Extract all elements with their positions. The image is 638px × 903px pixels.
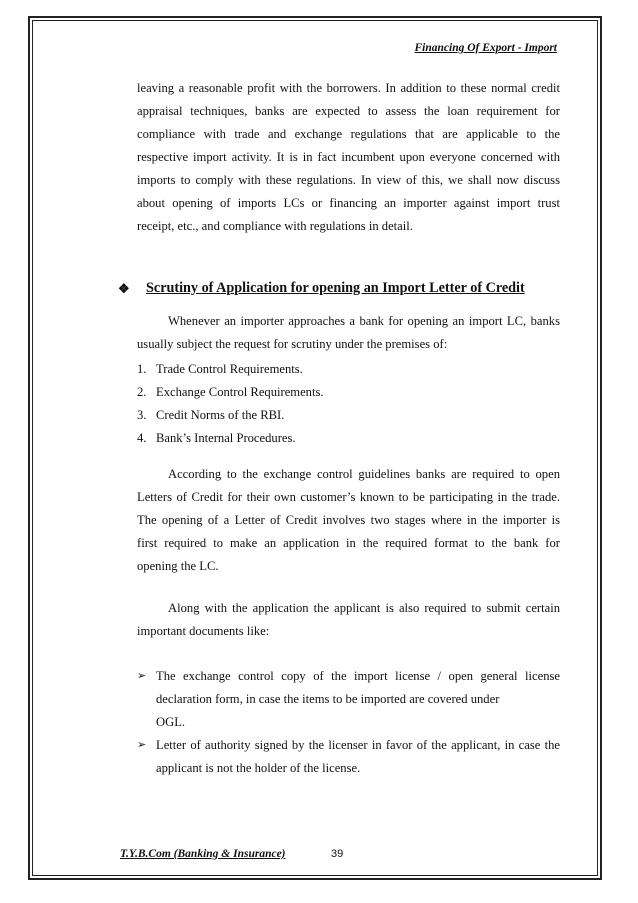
text-line: about opening of imports LCs or financing an importer against import trust <box>137 196 560 210</box>
document-item <box>137 734 560 780</box>
list-item: 2. Exchange Control Requirements. <box>137 385 324 399</box>
list-item: 3. Credit Norms of the RBI. <box>137 408 285 422</box>
footer-course-title: T.Y.B.Com (Banking & Insurance) <box>120 848 286 860</box>
text-line: declaration form, in case the items to be imported are covered under <box>156 692 500 706</box>
running-header: Financing Of Export - Import <box>414 42 557 54</box>
text-line: Letters of Credit for their own customer’s known to be participating in the trade. <box>137 490 560 504</box>
text-line: Along with the application the applicant is also required to submit certain <box>168 601 560 615</box>
list-item: 1. Trade Control Requirements. <box>137 362 303 376</box>
text-line: OGL. <box>156 715 186 729</box>
text-line: usually subject the request for scrutiny under the premises of: <box>137 337 448 351</box>
premises-list <box>137 358 324 450</box>
text-line: Whenever an importer approaches a bank for opening an import LC, banks <box>168 314 560 328</box>
text-line: The opening of a Letter of Credit involves two stages where in the importer is <box>137 513 560 527</box>
document-item <box>137 665 560 734</box>
exchange-control-paragraph <box>137 463 560 578</box>
arrow-bullet-icon: ➢ <box>137 670 147 682</box>
text-line: first required to make an application in the required format to the bank for <box>137 536 560 550</box>
text-line: receipt, etc., and compliance with regulations in detail. <box>137 219 413 233</box>
list-item: 4. Bank’s Internal Procedures. <box>137 431 296 445</box>
text-line: The exchange control copy of the import license / open general license <box>156 669 560 683</box>
text-line: applicant is not the holder of the license. <box>156 761 361 775</box>
lead-paragraph <box>137 310 560 356</box>
section-heading: Scrutiny of Application for opening an Import Letter of Credit <box>146 280 525 296</box>
text-line: Letter of authority signed by the licenser in favor of the applicant, in case the <box>156 738 560 752</box>
page-number: 39 <box>331 848 344 860</box>
text-line: According to the exchange control guidelines banks are required to open <box>168 467 560 481</box>
text-line: respective import activity. It is in fact incumbent upon everyone concerned with <box>137 150 560 164</box>
documents-intro-paragraph <box>137 597 560 643</box>
text-line: important documents like: <box>137 624 270 638</box>
text-line: appraisal techniques, banks are expected to assess the loan requirement for <box>137 104 560 118</box>
intro-paragraph <box>137 77 560 238</box>
text-line: compliance with trade and exchange regulations that are applicable to the <box>137 127 560 141</box>
diamond-bullet-icon: ❖ <box>118 281 130 296</box>
text-line: imports to comply with these regulations. In view of this, we shall now discuss <box>137 173 560 187</box>
text-line: opening the LC. <box>137 559 219 573</box>
text-line: leaving a reasonable profit with the borrowers. In addition to these normal credit <box>137 81 560 95</box>
arrow-bullet-icon: ➢ <box>137 739 147 751</box>
